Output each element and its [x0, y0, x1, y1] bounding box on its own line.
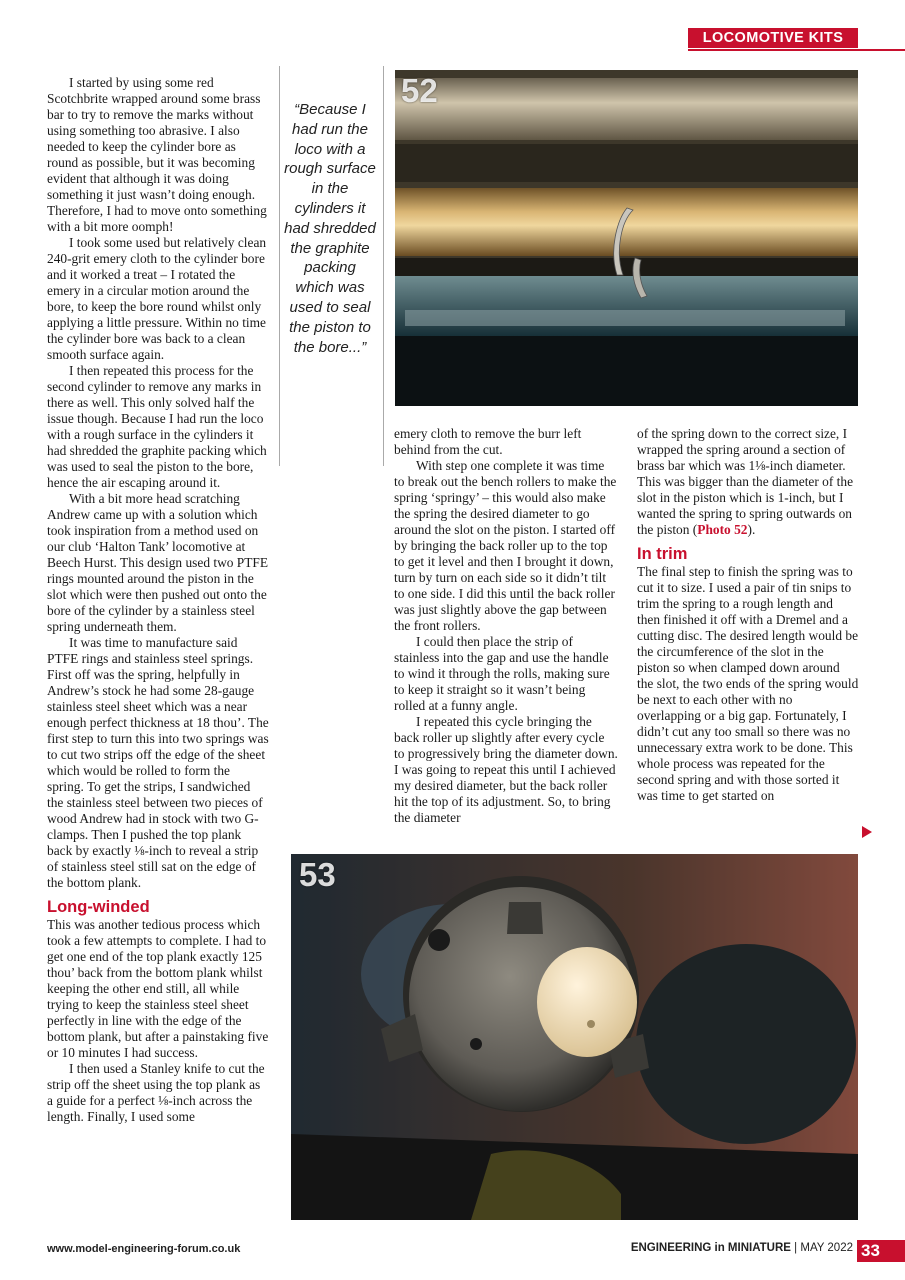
footer-publication	[631, 1242, 853, 1254]
paragraph: The final step to finish the spring was to cut it to size. I used a pair of tin snips to trim the spring to a rough length and then finished it off with a Dremel and a cutting disc. The desired length would be the circumference of the slot in the piston so when clamped down around the slot, the two ends of the spring would be next to each other with no overlapping or a big gap. Fortunately, I didn’t cut any too small so there was no unnecessary extra work to be done. This whole process was repeated for the second spring and with those sorted it was time to get started on	[637, 564, 859, 803]
paragraph: With step one complete it was time to break out the bench rollers to make the spring ‘springy’ – this would also make the spring the desired diameter to go around the slot on the piston. I started off by bringing the back roller up to the top to get it level and then I brought it down, turn by turn on each side so it didn’t tilt to one side. I did this until the back roller was just slightly above the gap between the front rollers.	[394, 458, 617, 633]
photo-number: 52	[401, 72, 438, 109]
column-3	[637, 426, 859, 804]
photo-52-brass-bar-spring	[395, 70, 858, 406]
footer-separator: |	[790, 1242, 801, 1254]
footer-website: www.model-engineering-forum.co.uk	[47, 1243, 241, 1255]
paragraph: With a bit more head scratching Andrew came up with a solution which took inspiration from a method used on our club ‘Halton Tank’ locomotive at Beech Hurst. This design used two PTFE rings mounted around the piston in the slot which were then pushed out onto the bore of the cylinder by a stainless steel spring underneath them.	[47, 491, 269, 634]
paragraph: emery cloth to remove the burr left behind from the cut.	[394, 426, 582, 457]
photo-53-illustration	[291, 854, 858, 1220]
paragraph: This was another tedious process which took a few attempts to complete. I had to get one end of the top plank exactly 125 thou’ back from the bottom plank whilst keeping the other end still, all while trying to keep the stainless steel sheet perfectly in line with the edge of the bottom plank, but after a painstaking five or 10 minutes I had success.	[47, 917, 269, 1060]
paragraph: I took some used but relatively clean 240-grit emery cloth to the cylinder bore and it worked a treat – I rotated the emery in a circular motion around the bore, to keep the bore round whilst only applying a little pressure. Within no time the cylinder bore was back to a clean smooth surface again.	[47, 235, 267, 362]
column-2	[394, 426, 618, 826]
continue-arrow-icon	[862, 826, 872, 838]
magazine-title: ENGINEERING in MINIATURE	[630, 1242, 791, 1254]
photo-53-lathe-chuck	[291, 854, 858, 1220]
text-run: of the spring down to the correct size, I wrapped the spring around a section of brass bar which was 1⅛-inch diameter. This was bigger than the diameter of the slot in the piston which is 1-inch, but I wanted the spring to spring outwards on the piston (	[637, 426, 854, 537]
subheading-long-winded: Long-winded	[47, 898, 150, 916]
paragraph: It was time to manufacture said PTFE rings and stainless steel springs. First off was the spring, helpfully in Andrew’s stock he had some 28-gauge stainless steel sheet which was a near enough perfect thickness at 18 thou’. The first step to turn this into two springs was to cut two strips off the edge of the sheet which would be rolled to form the spring. To get the strips, I sandwiched the stainless steel between two pieces of wood Andrew had in stock with two G-clamps. Then I pushed the top plank back by exactly ⅛-inch to reveal a strip of stainless steel still sat on the edge of the bottom plank.	[47, 635, 269, 890]
paragraph: I then repeated this process for the second cylinder to remove any marks in there as well. This only solved half the issue though. Because I had run the loco with a rough surface in the cylinders it had shredded the graphite packing which was used to seal the piston to the bore, hence the air escaping around it.	[47, 363, 267, 490]
paragraph: I repeated this cycle bringing the back roller up slightly after every cycle to progressively bring the diameter down. I was going to repeat this until I achieved my desired diameter, but the back roller hit the top of its adjustment. So, to bring the diameter	[394, 714, 618, 825]
paragraph	[637, 426, 859, 538]
section-tag: LOCOMOTIVE KITS	[688, 28, 858, 48]
page-number: 33	[857, 1240, 905, 1262]
subheading-in-trim: In trim	[637, 545, 688, 563]
pull-quote: “Because I had run the loco with a rough surface in the cylinders it had shredded the graphite packing which was used to seal the piston to the bore...”	[284, 101, 376, 356]
paragraph: I then used a Stanley knife to cut the strip off the sheet using the top plank as a guide for a perfect ⅛-inch across the length. Finally, I used some	[47, 1061, 265, 1124]
issue-date: MAY 2022	[800, 1242, 853, 1254]
text-run: ).	[747, 522, 756, 537]
photo-52-illustration	[395, 70, 858, 406]
photo-reference: Photo 52	[697, 522, 748, 537]
paragraph: I started by using some red Scotchbrite wrapped around some brass bar to try to remove the marks without using something too abrasive. I also needed to keep the cylinder bore as round as possible, but it was becoming evident that although it was doing something it just wasn’t doing enough. Therefore, I had to move onto something with a bit more oomph!	[47, 75, 267, 234]
paragraph: I could then place the strip of stainless into the gap and use the handle to wind it through the rolls, making sure to keep it straight so it wasn’t being rolled at a funny angle.	[394, 634, 610, 713]
section-rule	[688, 49, 905, 51]
divider	[279, 66, 280, 466]
column-1	[47, 75, 269, 1125]
photo-number: 53	[299, 856, 336, 893]
divider	[383, 66, 384, 466]
